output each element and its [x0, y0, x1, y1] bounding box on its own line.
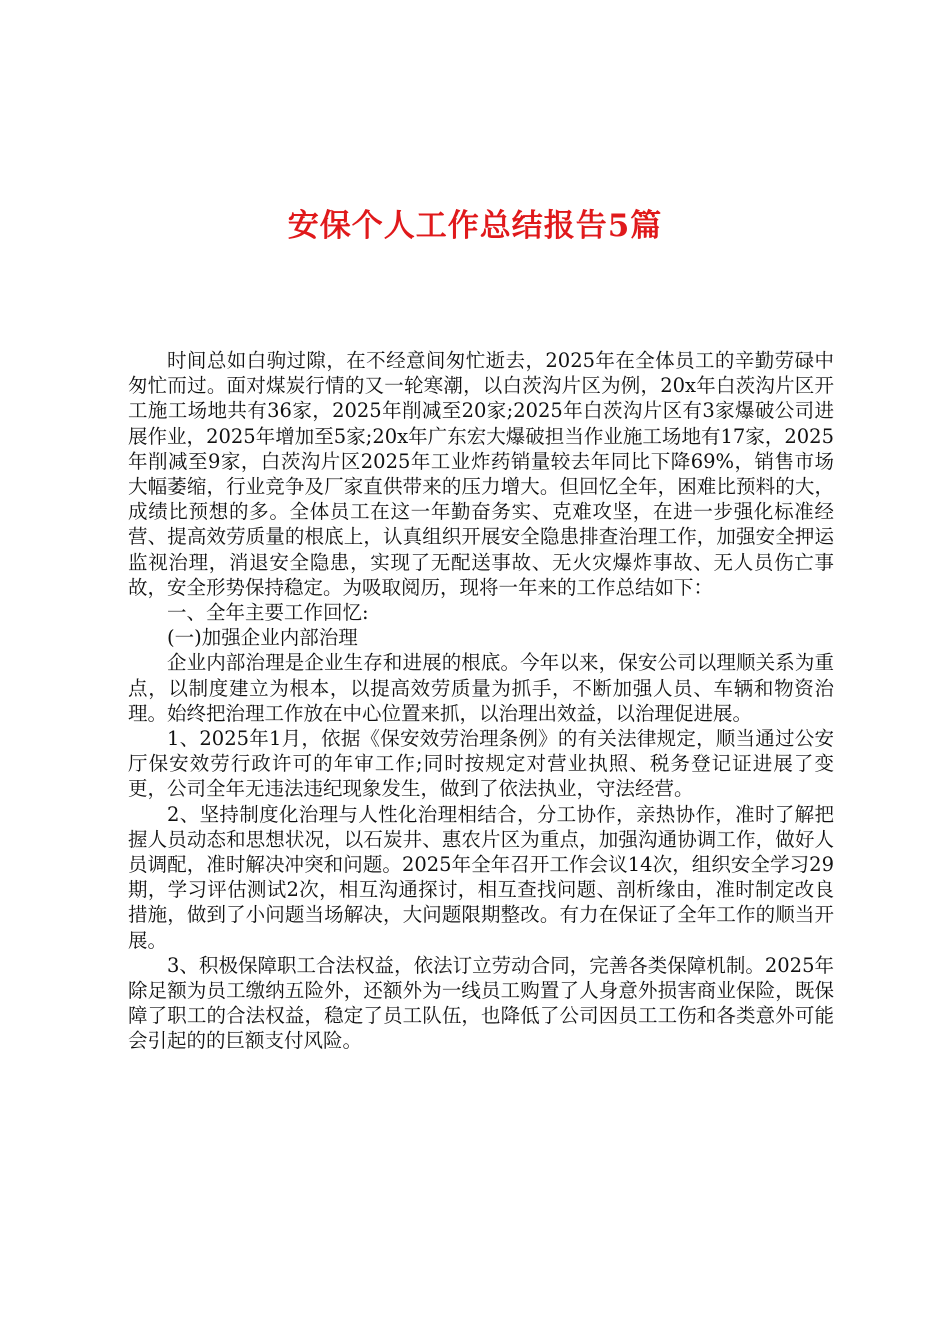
paragraph: 2、坚持制度化治理与人性化治理相结合，分工协作，亲热协作，准时了解把握人员动态和思想状况，以石炭井、惠农片区为重点，加强沟通协调工作，做好人员调配，准时解决冲突和问题。2025年全年召开工作会议14次，组织安全学习29期，学习评估测试2次，相互沟通探讨，相互查找问题、剖析缘由，准时制定改良措施，做到了小问题当场解决，大问题限期整改。有力在保证了全年工作的顺当开展。	[128, 802, 834, 952]
paragraph: 3、积极保障职工合法权益，依法订立劳动合同，完善各类保障机制。2025年除足额为员工缴纳五险外，还额外为一线员工购置了人身意外损害商业保险，既保障了职工的合法权益，稳定了员工队伍，也降低了公司因员工工伤和各类意外可能会引起的的巨额支付风险。	[128, 953, 834, 1053]
paragraph: 企业内部治理是企业生存和进展的根底。今年以来，保安公司以理顺关系为重点，以制度建立为根本，以提高效劳质量为抓手，不断加强人员、车辆和物资治理。始终把治理工作放在中心位置来抓，以治理出效益，以治理促进展。	[128, 651, 834, 725]
document-body	[128, 348, 834, 1054]
paragraph: 时间总如白驹过隙，在不经意间匆忙逝去，2025年在全体员工的辛勤劳碌中匆忙而过。面对煤炭行情的又一轮寒潮，以白茨沟片区为例，20x年白茨沟片区开工施工场地共有36家，2025年削减至20家;2025年白茨沟片区有3家爆破公司进展作业，2025年增加至5家;20x年广东宏大爆破担当作业施工场地有17家，2025年削减至9家，白茨沟片区2025年工业炸药销量较去年同比下降69%，销售市场大幅萎缩，行业竞争及厂家直供带来的压力增大。但回忆全年，困难比预料的大，成绩比预想的多。全体员工在这一年勤奋务实、克难攻坚，在进一步强化标准经营、提高效劳质量的根底上，认真组织开展安全隐患排查治理工作，加强安全押运监视治理，消退安全隐患，实现了无配送事故、无火灾爆炸事故、无人员伤亡事故，安全形势保持稳定。为吸取阅历，现将一年来的工作总结如下：	[128, 349, 834, 599]
document-title: 安保个人工作总结报告5篇	[287, 208, 663, 244]
paragraph: 1、2025年1月，依据《保安效劳治理条例》的有关法律规定，顺当通过公安厅保安效劳行政许可的年审工作;同时按规定对营业执照、税务登记证进展了变更，公司全年无违法违纪现象发生，做到了依法执业，守法经营。	[128, 727, 834, 801]
subsection-heading: (一)加强企业内部治理	[167, 626, 358, 650]
section-heading: 一、全年主要工作回忆:	[167, 601, 369, 625]
